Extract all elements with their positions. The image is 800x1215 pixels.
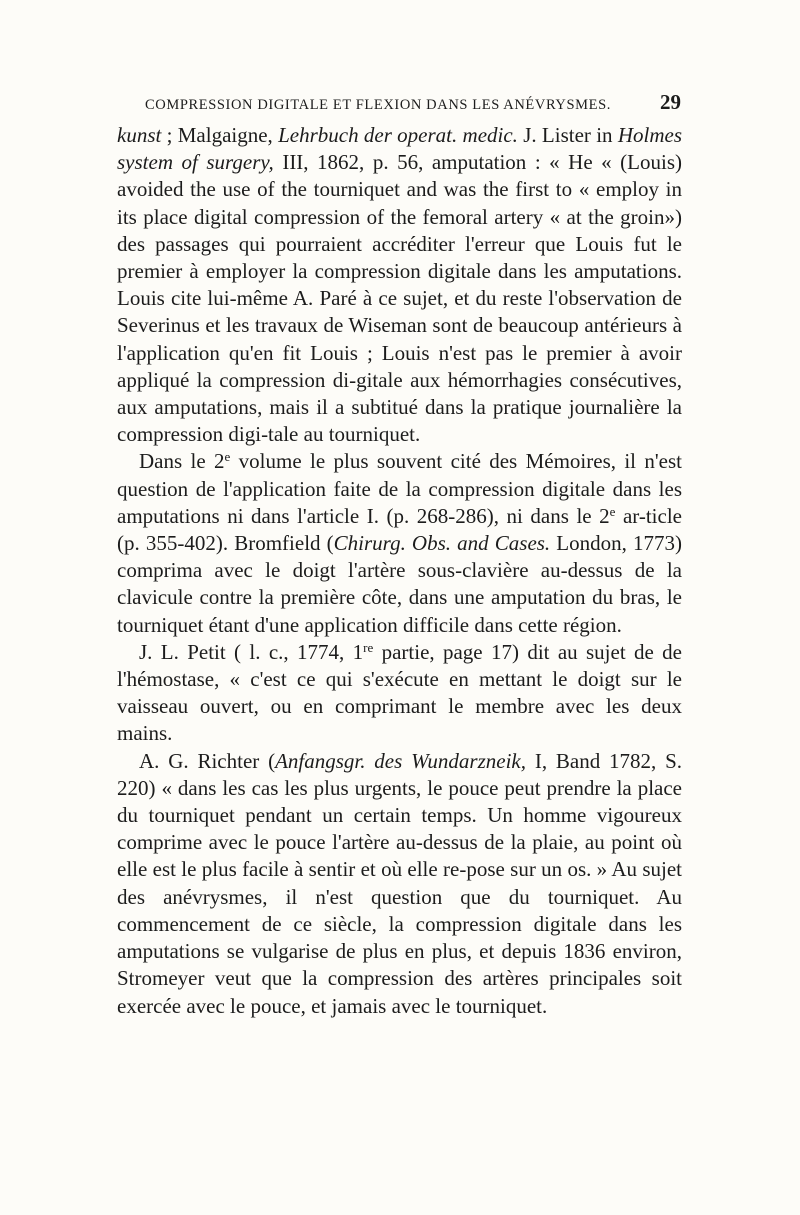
text-span: partie, page 17) dit au sujet de de l'hémostase, « c'est ce qui s'exécute en mettant le doigt sur le vaisseau ouvert, ou en comprimant le membre avec les deux mains. — [117, 639, 683, 746]
text-span: III, 1862, p. 56, amputation : « He « (Louis) avoided the use of the tourniquet and was the first to « employ in its place digital compression of the femoral artery « at the groin») des passages qui pourraient accréditer l'erreur que Louis fut le premier à employer la compression digitale dans les amputations. Louis cite lui-même A. Paré à ce sujet, et du reste l'observation de Severinus et les travaux de Wiseman sont de beaucoup antérieurs à l'application qu'en fit Louis ; Louis n'est pas le premier à avoir appliqué la compression di-gitale aux hémorrhagies consécutives, aux amputations, mais il a subtitué dans la pratique journalière la compression digi-tale au tourniquet. — [117, 150, 682, 447]
book-title-italic: Lehrbuch der operat. medic. — [278, 123, 518, 147]
running-title: COMPRESSION DIGITALE ET FLEXION DANS LES ANÉVRYSMES. — [145, 97, 612, 113]
page-header — [145, 90, 681, 115]
page-number: 29 — [660, 90, 681, 114]
book-title-italic: Holmes system of surgery, — [117, 123, 682, 175]
book-title-italic: kunst — [117, 123, 162, 147]
superscript: re — [363, 639, 374, 655]
text-span: J. L. Petit ( l. c., 1774, 1 — [139, 639, 364, 664]
paragraph-2 — [117, 448, 682, 638]
text-span: I, Band 1782, S. 220) « dans les cas les plus urgents, le pouce peut prendre la place du tourniquet pendant un certain temps. Un homme vigoureux comprime avec le pouce l'artère au-dessus de la plaie, au point où elle est le plus facile à sentir et où elle re-pose sur un os. » Au sujet des anévrysmes, il n'est question que du tourniquet. Au commencement de ce siècle, la compression digitale dans les amputations se vulgarise de plus en plus, et depuis 1836 environ, Stromeyer veut que la compression des artères principales soit exercée avec le pouce, et jamais avec le tourniquet. — [117, 748, 683, 1018]
text-span: ; Malgaigne, — [161, 123, 279, 147]
text-span: volume le plus souvent cité des Mémoires, il n'est question de l'application faite de la compression digitale dans les amputations ni dans l'article I. (p. 268-286), ni dans le 2 — [117, 449, 682, 528]
text-span: ar-ticle (p. 355-402). Bromfield ( — [117, 503, 682, 556]
text-span: Dans le 2 — [139, 449, 225, 474]
paragraph-3 — [117, 639, 682, 748]
text-span: J. Lister in — [517, 123, 618, 147]
body-text — [117, 122, 682, 1020]
paragraph-4 — [117, 748, 682, 1020]
book-title-italic: Anfangsgr. des Wundarzneik, — [275, 748, 527, 773]
superscript: e — [609, 503, 616, 519]
paragraph-1 — [117, 122, 682, 448]
book-title-italic: Chirurg. Obs. and Cases. — [333, 531, 551, 556]
superscript: e — [224, 449, 231, 465]
text-span: London, 1773) comprima avec le doigt l'artère sous-clavière au-dessus de la clavicule contre la première côte, dans une amputation du bras, le tourniquet étant d'une application difficile dans cette région. — [117, 531, 682, 637]
text-span: A. G. Richter ( — [139, 748, 276, 773]
